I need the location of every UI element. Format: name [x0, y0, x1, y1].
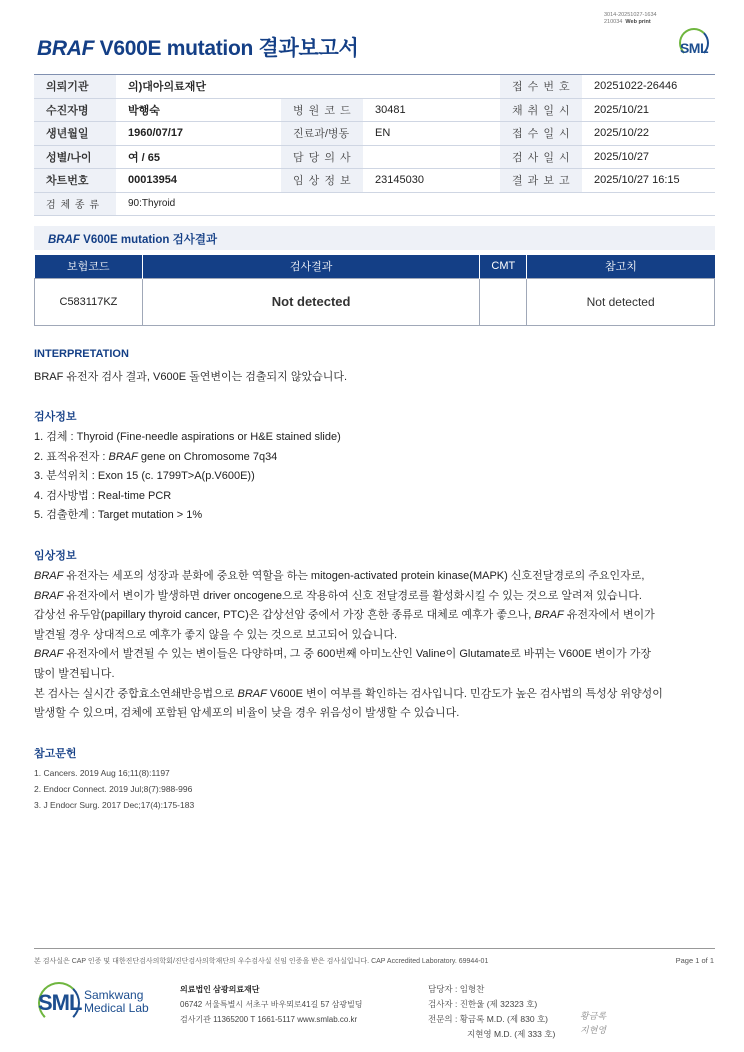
clinical-info-text: BRAF 유전자는 세포의 성장과 분화에 중요한 역할을 하는 mitogen-activated protein kinase(MAPK) 신호전달경로의 주요인자로, BRAF 유전자에서 변이가 발생하면 driver oncogene으로 작용하여 신호 전달경로를 활성화시킬 수 있는 것으로 알려져 있습니다. 갑상선 유두암(papillary thyroid cancer, PTC)은 갑상선암 중에서 가장 흔한 종류로 대체로 예후가 좋으나, BRAF 유전자에서 변이가 발견될 경우 상대적으로 예후가 좋지 않을 수 있는 것으로 보고되어 있습니다. BRAF 유전자에서 발견될 수 있는 변이들은 다양하며, 그 중 600번째 아미노산인 Valine이 Glutamate로 바뀌는 V600E 변이가 가장 많이 발견됩니다. 본 검사는 실시간 중합효소연쇄반응법으로 BRAF V600E 변이 여부를 확인하는 검사입니다. 민감도가 높은 검사법의 특성상 위양성이 발생할 수 있으며, 검체에 포함된 암세포의 비율이 낮을 경우 위음성이 발생할 수 있습니다.: [34, 570, 663, 720]
footer-divider: [34, 948, 715, 949]
value-collect: 2025/10/21: [582, 98, 715, 122]
col-reference: 참고치: [527, 255, 715, 278]
test-info-heading: 검사정보: [34, 411, 77, 423]
label-received: 접 수 일 시: [500, 122, 582, 146]
value-chart-no: 00013954: [116, 169, 281, 193]
value-dept: EN: [363, 122, 500, 146]
value-doctor: [363, 145, 500, 169]
list-item: 2. 표적유전자 : BRAF gene on Chromosome 7q34: [34, 450, 278, 463]
patient-info-table: [34, 74, 715, 216]
col-cmt: CMT: [480, 255, 527, 278]
label-req-org: 의뢰기관: [34, 75, 116, 99]
value-received: 2025/10/22: [582, 122, 715, 146]
sml-logo: SML: [676, 26, 712, 64]
label-hosp-code: 병 원 코 드: [281, 98, 363, 122]
footer-logo: SML Samkwang Medical Lab: [38, 982, 158, 1026]
label-collect: 채 취 일 시: [500, 98, 582, 122]
cell-code: C583117KZ: [35, 278, 143, 325]
clinical-info-heading: 임상정보: [34, 550, 77, 562]
signature: 황금록 지현영: [580, 1012, 607, 1036]
label-doctor: 담 당 의 사: [281, 145, 363, 169]
label-report: 결 과 보 고: [500, 169, 582, 193]
references-heading: 참고문헌: [34, 748, 77, 760]
label-patient: 수진자명: [34, 98, 116, 122]
certification-note: 본 검사실은 CAP 인증 및 대한진단검사의학회/진단검사의학재단의 우수검사실 신임 인증을 받은 검사실입니다. CAP Accredited Laboratory. 69944-01: [34, 958, 489, 965]
result-heading: BRAF V600E mutation 검사결과: [34, 226, 715, 250]
interpretation-heading: INTERPRETATION: [34, 348, 129, 360]
page-number: Page 1 of 1: [675, 956, 714, 965]
label-specimen: 검 체 종 류: [34, 192, 116, 216]
cell-result: Not detected: [142, 278, 479, 325]
list-item: 3. J Endocr Surg. 2017 Dec;17(4):175-183: [34, 800, 195, 810]
page-title: BRAF V600E mutation 결과보고서: [37, 37, 359, 60]
label-chart-no: 차트번호: [34, 169, 116, 193]
col-result: 검사결과: [142, 255, 479, 278]
print-id: 3014-20251027-1634 210034 Web print: [604, 12, 657, 25]
references-list: [34, 765, 194, 813]
value-patient: 박행숙: [116, 98, 281, 122]
list-item: 1. 검체 : Thyroid (Fine-needle aspirations or H&E stained slide): [34, 431, 341, 443]
interpretation-text: BRAF 유전자 검사 결과, V600E 돌연변이는 검출되지 않았습니다.: [34, 371, 348, 383]
label-clinical: 임 상 정 보: [281, 169, 363, 193]
list-item: 3. 분석위치 : Exon 15 (c. 1799T>A(p.V600E)): [34, 470, 255, 483]
table-row: [35, 278, 715, 325]
value-report: 2025/10/27 16:15: [582, 169, 715, 193]
col-insurance-code: 보험코드: [35, 255, 143, 278]
label-sex-age: 성별/나이: [34, 145, 116, 169]
footer-staff: 담당자 : 임형찬 검사자 : 진한울 (제 32323 호) 전문의 : 황금록 M.D. (제 830 호) 지현영 M.D. (제 333 호): [428, 984, 556, 1039]
label-dob: 생년월일: [34, 122, 116, 146]
value-dob: 1960/07/17: [116, 122, 281, 146]
test-info-list: [34, 428, 341, 526]
result-table: [34, 255, 715, 326]
value-specimen: 90:Thyroid: [116, 192, 715, 216]
cell-reference: Not detected: [527, 278, 715, 325]
footer-address: 의료법인 삼광의료재단 06742 서울특별시 서초구 바우뫼로41길 57 삼광빌딩 검사기관 11365200 T 1661-5117 www.smlab.co.kr: [180, 985, 363, 1024]
label-dept: 진료과/병동: [281, 122, 363, 146]
brand-name: Samkwang Medical Lab: [84, 988, 149, 1015]
value-hosp-code: 30481: [363, 98, 500, 122]
list-item: 4. 검사방법 : Real-time PCR: [34, 489, 172, 502]
list-item: 2. Endocr Connect. 2019 Jul;8(7):988-996: [34, 784, 193, 794]
value-sex-age: 여 / 65: [116, 145, 281, 169]
list-item: 5. 검출한계 : Target mutation > 1%: [34, 509, 203, 522]
label-receipt-no: 접 수 번 호: [500, 75, 582, 99]
cell-cmt: [480, 278, 527, 325]
value-tested: 2025/10/27: [582, 145, 715, 169]
value-clinical: 23145030: [363, 169, 500, 193]
value-req-org: 의)대아의료재단: [116, 75, 500, 99]
value-receipt-no: 20251022-26446: [582, 75, 715, 99]
list-item: 1. Cancers. 2019 Aug 16;11(8):1197: [34, 768, 170, 778]
label-tested: 검 사 일 시: [500, 145, 582, 169]
